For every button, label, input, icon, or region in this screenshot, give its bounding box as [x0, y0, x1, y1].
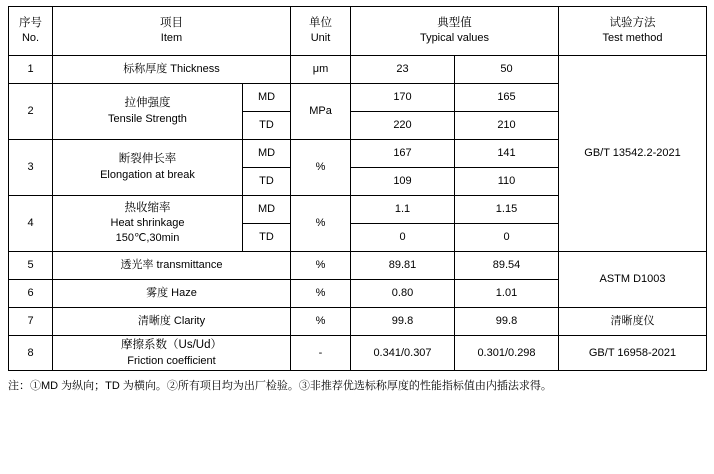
row-no: 3 [9, 140, 53, 196]
row-method-friction: GB/T 16958-2021 [559, 336, 707, 371]
row-method-clarity: 清晰度仪 [559, 308, 707, 336]
row-value-1: 0.80 [351, 280, 455, 308]
row-unit: % [291, 308, 351, 336]
row-item: 热收缩率 Heat shrinkage 150℃,30min [53, 196, 243, 252]
row-item: 透光率 transmittance [53, 252, 291, 280]
row-item: 摩擦系数（Us/Ud） Friction coefficient [53, 336, 291, 371]
row-value-1: 1.1 [351, 196, 455, 224]
row-no: 5 [9, 252, 53, 280]
row-direction-md: MD [243, 140, 291, 168]
row-value-2: 50 [455, 56, 559, 84]
header-typical-values: 典型值 Typical values [351, 7, 559, 56]
row-value-1: 170 [351, 84, 455, 112]
row-no: 4 [9, 196, 53, 252]
row-value-2: 141 [455, 140, 559, 168]
row-item: 断裂伸长率 Elongation at break [53, 140, 243, 196]
row-value-2: 210 [455, 112, 559, 140]
row-direction-md: MD [243, 196, 291, 224]
table-row [9, 252, 707, 280]
row-direction-td: TD [243, 112, 291, 140]
row-value-2: 89.54 [455, 252, 559, 280]
header-item: 项目 Item [53, 7, 291, 56]
row-value-2: 1.15 [455, 196, 559, 224]
row-method-astm: ASTM D1003 [559, 252, 707, 308]
row-value-2: 0.301/0.298 [455, 336, 559, 371]
row-no: 2 [9, 84, 53, 140]
row-no: 7 [9, 308, 53, 336]
row-value-1: 167 [351, 140, 455, 168]
row-unit: % [291, 196, 351, 252]
row-direction-td: TD [243, 168, 291, 196]
table-row [9, 56, 707, 84]
table-notes: 注：①MD 为纵向；TD 为横向。②所有项目均为出厂检验。③非推荐优选标称厚度的性能指标值由内插法求得。 [8, 380, 552, 393]
row-direction-md: MD [243, 84, 291, 112]
table-row [9, 336, 707, 371]
row-no: 8 [9, 336, 53, 371]
row-unit: - [291, 336, 351, 371]
row-item: 拉伸强度 Tensile Strength [53, 84, 243, 140]
row-value-1: 220 [351, 112, 455, 140]
row-item: 标称厚度 Thickness [53, 56, 291, 84]
table-row [9, 308, 707, 336]
header-no: 序号 No. [9, 7, 53, 56]
specification-table [8, 6, 707, 371]
table-header-row [9, 7, 707, 56]
row-value-1: 109 [351, 168, 455, 196]
row-no: 1 [9, 56, 53, 84]
row-value-1: 89.81 [351, 252, 455, 280]
row-value-2: 165 [455, 84, 559, 112]
row-item: 清晰度 Clarity [53, 308, 291, 336]
row-no: 6 [9, 280, 53, 308]
row-direction-td: TD [243, 224, 291, 252]
row-value-2: 1.01 [455, 280, 559, 308]
row-value-2: 99.8 [455, 308, 559, 336]
row-unit: MPa [291, 84, 351, 140]
row-value-2: 110 [455, 168, 559, 196]
row-unit: % [291, 252, 351, 280]
header-unit: 单位 Unit [291, 7, 351, 56]
row-item: 雾度 Haze [53, 280, 291, 308]
row-value-2: 0 [455, 224, 559, 252]
row-unit: % [291, 280, 351, 308]
row-value-1: 23 [351, 56, 455, 84]
row-value-1: 0 [351, 224, 455, 252]
row-unit: μm [291, 56, 351, 84]
row-unit: % [291, 140, 351, 196]
header-test-method: 试验方法 Test method [559, 7, 707, 56]
row-method-gbt13542: GB/T 13542.2-2021 [559, 56, 707, 252]
row-value-1: 0.341/0.307 [351, 336, 455, 371]
row-value-1: 99.8 [351, 308, 455, 336]
